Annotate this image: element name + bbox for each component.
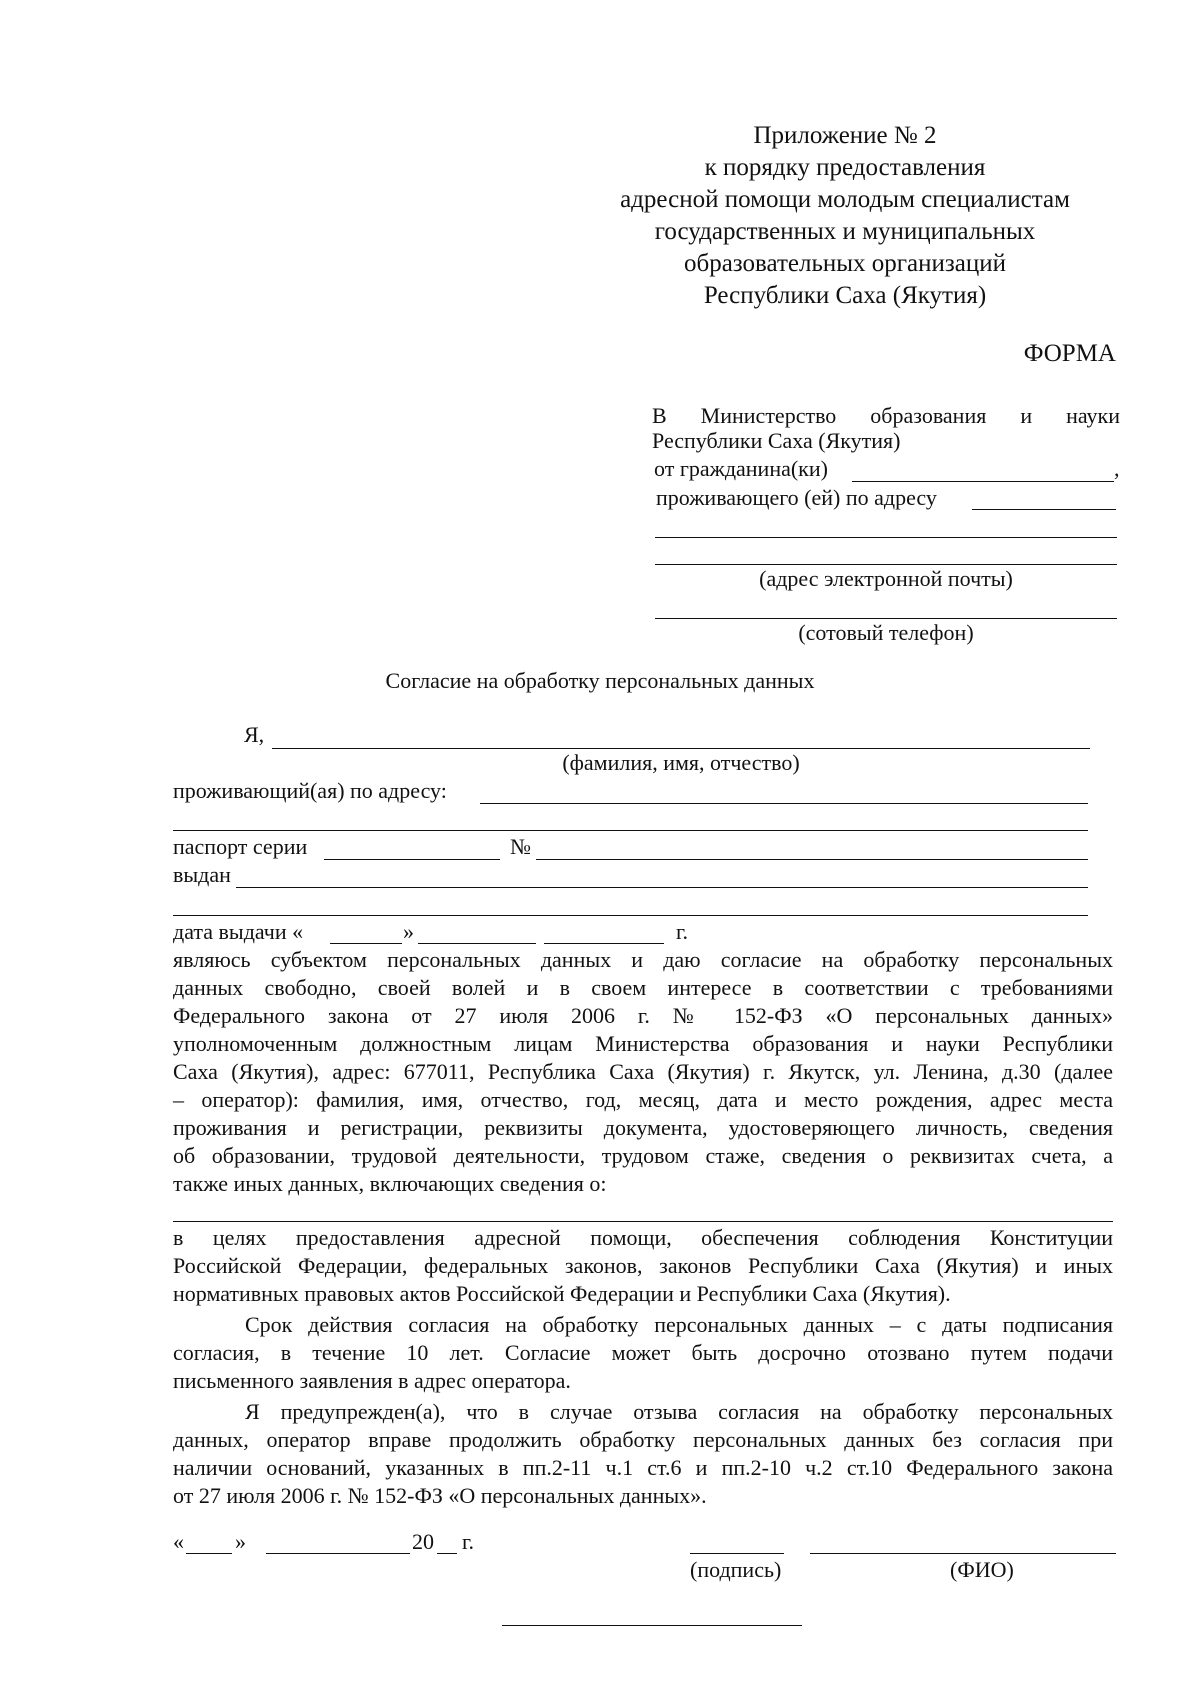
issue-date-suffix: г. xyxy=(676,919,689,944)
paragraph-line: от 27 июля 2006 г. № 152-ФЗ «О персональных данных». xyxy=(173,1483,707,1508)
issue-date-mid: » xyxy=(403,919,414,944)
paragraph-line: в целях предоставления адресной помощи, обеспечения соблюдения Конституции xyxy=(173,1225,1113,1250)
paragraph-line: Срок действия согласия на обработку персональных данных – с даты подписания xyxy=(245,1312,1113,1337)
fio-sign-line[interactable] xyxy=(810,1553,1116,1554)
fio-sign-caption: (ФИО) xyxy=(950,1557,1014,1582)
passport-number-line[interactable] xyxy=(536,859,1088,860)
paragraph-line: проживания и регистрации, реквизиты документа, удостоверяющего личность, сведения xyxy=(173,1115,1113,1140)
email-caption: (адрес электронной почты) xyxy=(759,566,1013,591)
residing-label: проживающего (ей) по адресу xyxy=(656,485,937,510)
issued-line[interactable] xyxy=(236,887,1088,888)
phone-line[interactable] xyxy=(655,618,1117,619)
paragraph-line: согласия, в течение 10 лет. Согласие может быть досрочно отозвано путем подачи xyxy=(173,1340,1113,1365)
issue-year-line[interactable] xyxy=(544,943,664,944)
paragraph-line: данных свободно, своей волей и в своем интересе в соответствии с требованиями xyxy=(173,975,1113,1000)
year-prefix: 20 xyxy=(412,1529,434,1554)
paragraph-line: об образовании, трудовой деятельности, трудовом стаже, сведения о реквизитах счета, а xyxy=(173,1143,1113,1168)
paragraph-line: нормативных правовых актов Российской Федерации и Республики Саха (Якутия). xyxy=(173,1281,951,1306)
signature-line[interactable] xyxy=(690,1553,784,1554)
document-title: Согласие на обработку персональных данных xyxy=(385,668,815,693)
paragraph-line: являюсь субъектом персональных данных и даю согласие на обработку персональных xyxy=(173,947,1113,972)
sign-month-line[interactable] xyxy=(266,1553,410,1554)
address-line[interactable] xyxy=(480,803,1088,804)
paragraph-line: также иных данных, включающих сведения о: xyxy=(173,1171,607,1196)
issued-label: выдан xyxy=(173,862,231,887)
paragraph-line: Я предупрежден(а), что в случае отзыва согласия на обработку персональных xyxy=(245,1399,1113,1424)
phone-caption: (сотовый телефон) xyxy=(798,620,974,645)
residing-address-line[interactable] xyxy=(972,509,1116,510)
date-quote-close: » xyxy=(235,1529,246,1554)
paragraph-line: – оператор): фамилия, имя, отчество, год, месяц, дата и место рождения, адрес места xyxy=(173,1087,1113,1112)
header-line-3: адресной помощи молодым специалистам xyxy=(620,186,1070,213)
header-line-4: государственных и муниципальных xyxy=(654,218,1036,245)
issue-day-line[interactable] xyxy=(330,943,402,944)
issued-line-2[interactable] xyxy=(173,915,1088,916)
fio-line[interactable] xyxy=(272,748,1090,749)
sign-day-line[interactable] xyxy=(186,1553,232,1554)
paragraph-line: данных, оператор вправе продолжить обработку персональных данных без согласия при xyxy=(173,1427,1113,1452)
header-line-6: Республики Саха (Якутия) xyxy=(703,282,987,309)
fio-caption: (фамилия, имя, отчество) xyxy=(562,750,800,775)
signature-caption: (подпись) xyxy=(690,1557,782,1582)
paragraph-line: уполномоченным должностным лицам Министерства образования и науки Республики xyxy=(173,1031,1113,1056)
email-line[interactable] xyxy=(655,564,1117,565)
header-line-5: образовательных организаций xyxy=(683,250,1006,277)
year-suffix: г. xyxy=(462,1529,475,1554)
issue-month-line[interactable] xyxy=(418,943,536,944)
consent-details-line[interactable] xyxy=(173,1221,1113,1222)
address-label: проживающий(ая) по адресу: xyxy=(173,778,447,803)
address-line-extra[interactable] xyxy=(173,830,1088,831)
i-label: Я, xyxy=(244,722,265,747)
sign-year-line[interactable] xyxy=(437,1553,457,1554)
address-line-2[interactable] xyxy=(655,537,1117,538)
citizen-comma: , xyxy=(1114,456,1120,481)
paragraph-line: письменного заявления в адрес оператора. xyxy=(173,1368,571,1393)
form-label: ФОРМА xyxy=(1023,340,1116,367)
header-line-2: к порядку предоставления xyxy=(704,154,986,181)
passport-number-label: № xyxy=(510,834,531,859)
from-citizen-label: от гражданина(ки) xyxy=(654,456,828,481)
paragraph-line: Саха (Якутия), адрес: 677011, Республика Саха (Якутия) г. Якутск, ул. Ленина, д.30 (далее xyxy=(173,1059,1113,1084)
paragraph-line: Российской Федерации, федеральных законов, законов Республики Саха (Якутия) и иных xyxy=(173,1253,1113,1278)
passport-series-label: паспорт серии xyxy=(173,834,308,859)
appendix-number: Приложение № 2 xyxy=(753,122,937,149)
addressee-line-1: В Министерство образования и науки xyxy=(652,403,1120,428)
bottom-line xyxy=(502,1625,802,1626)
passport-series-line[interactable] xyxy=(324,859,500,860)
addressee-line-2: Республики Саха (Якутия) xyxy=(652,428,901,453)
paragraph-line: наличии оснований, указанных в пп.2-11 ч.1 ст.6 и пп.2-10 ч.2 ст.10 Федерального закона xyxy=(173,1455,1113,1480)
issue-date-prefix: дата выдачи « xyxy=(173,919,304,944)
citizen-name-line[interactable] xyxy=(852,481,1114,482)
date-quote-open: « xyxy=(173,1529,184,1554)
paragraph-line: Федерального закона от 27 июля 2006 г. № 152-ФЗ «О персональных данных» xyxy=(173,1003,1113,1028)
